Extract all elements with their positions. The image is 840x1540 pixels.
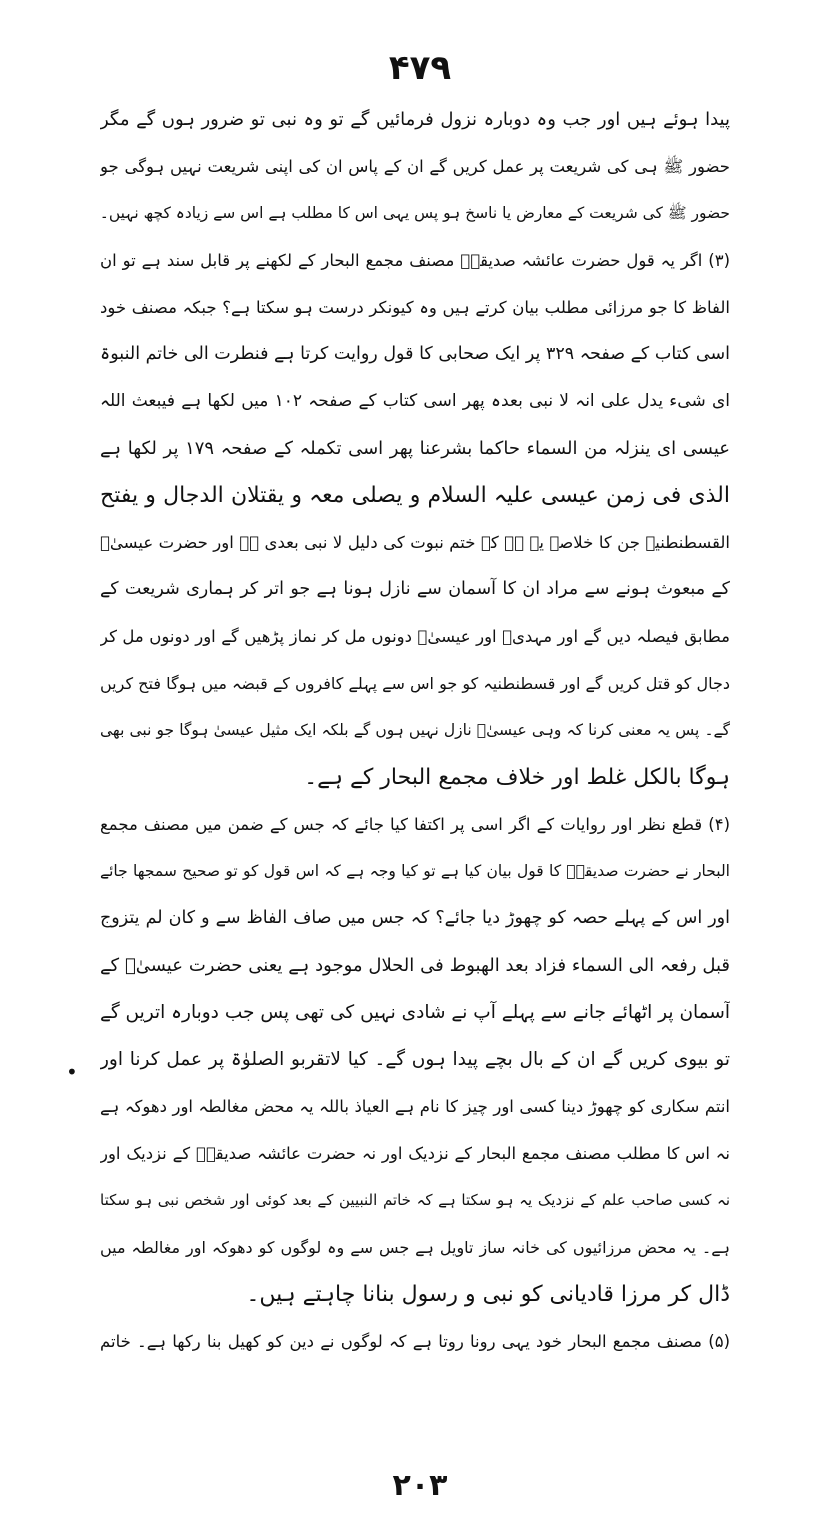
text-line: عیسی ای ینزلہ من السماء حاکما بشرعنا پھر اسی تکملہ کے صفحہ ۱۷۹ پر لکھا ہے — [100, 438, 730, 459]
text-line: القسطنطنیہ جن کا خلاصہ یہ ہے کہ ختم نبوت کی دلیل لا نبی بعدی ہے اور حضرت عیسیٰؑ — [100, 533, 730, 552]
text-line: حضور ﷺ کی شریعت کے معارض یا ناسخ ہو پس یہی اس کا مطلب ہے اس سے زیادہ کچھ نہیں۔ — [100, 204, 730, 222]
text-line: قبل رفعہ الی السماء فزاد بعد الھبوط فی الحلال موجود ہے یعنی حضرت عیسیٰؑ کے — [100, 955, 730, 976]
text-line: انتم سکاری کو چھوڑ دینا کسی اور چیز کا نام ہے العیاذ باللہ یہ محض مغالطہ اور دھوکہ ہے — [100, 1097, 730, 1116]
text-line: دجال کو قتل کریں گے اور قسطنطنیہ کو جو اس سے پہلے کافروں کے قبضہ میں ہوگا فتح کریں — [100, 674, 730, 693]
body-text — [100, 96, 730, 1365]
text-line: نہ کسی صاحب علم کے نزدیک یہ ہو سکتا ہے کہ خاتم النبیین کے بعد کوئی اور شخص نبی ہو سکتا — [100, 1191, 730, 1209]
text-line: (۴) قطع نظر اور روایات کے اگر اسی پر اکتفا کیا جائے کہ جس کے ضمن میں مصنف مجمع — [100, 815, 730, 834]
page-number-bottom: ۲۰۳ — [392, 1468, 448, 1503]
text-line: الفاظ کا جو مرزائی مطلب بیان کرتے ہیں وہ کیونکر درست ہو سکتا ہے؟ جبکہ مصنف خود — [100, 298, 730, 317]
text-line: تو بیوی کریں گے ان کے بال بچے پیدا ہوں گے۔ کیا لاتقربو الصلوٰۃ پر عمل کرنا اور — [100, 1049, 730, 1070]
text-line: ای شیء یدل علی انہ لا نبی بعدہ پھر اسی کتاب کے صفحہ ۱۰۲ میں لکھا ہے فیبعث اللہ — [100, 391, 730, 411]
text-line: (۳) اگر یہ قول حضرت عائشہ صدیقہؓ مصنف مجمع البحار کے لکھنے پر قابل سند ہے تو ان — [100, 251, 730, 270]
text-line: الذی فی زمن عیسی علیہ السلام و یصلی معہ و یقتلان الدجال و یفتح — [100, 483, 730, 508]
text-line: ڈال کر مرزا قادیانی کو نبی و رسول بنانا چاہتے ہیں۔ — [246, 1282, 730, 1307]
text-line: ہے۔ یہ محض مرزائیوں کی خانہ ساز تاویل ہے جس سے وہ لوگوں کو دھوکہ اور مغالطہ میں — [100, 1238, 730, 1257]
text-line: گے۔ پس یہ معنی کرنا کہ وہی عیسیٰؑ نازل نہیں ہوں گے بلکہ ایک مثیل عیسیٰ ہوگا جو نبی بھی — [100, 721, 730, 739]
margin-mark: • — [66, 1060, 78, 1084]
text-line: اسی کتاب کے صفحہ ۳۲۹ پر ایک صحابی کا قول روایت کرتا ہے فنطرت الی خاتم النبوۃ — [100, 344, 730, 364]
text-line: پیدا ہوئے ہیں اور جب وہ دوبارہ نزول فرمائیں گے تو وہ نبی تو ضرور ہوں گے مگر — [100, 109, 730, 130]
text-line: کے مبعوث ہونے سے مراد ان کا آسمان سے نازل ہونا ہے جو اتر کر ہماری شریعت کے — [100, 579, 730, 599]
text-line: مطابق فیصلہ دیں گے اور مہدیؑ اور عیسیٰؑ دونوں مل کر نماز پڑھیں گے اور دونوں مل کر — [100, 627, 730, 646]
page-number-top: ۴۷۹ — [388, 48, 452, 88]
text-line: اور اس کے پہلے حصہ کو چھوڑ دیا جائے؟ کہ جس میں صاف الفاظ سے و کان لم یتزوج — [100, 908, 730, 928]
text-line: ہوگا بالکل غلط اور خلاف مجمع البحار کے ہے۔ — [304, 765, 730, 790]
text-line: آسمان پر اٹھائے جانے سے پہلے آپ نے شادی نہیں کی تھی پس جب دوبارہ اتریں گے — [100, 1002, 730, 1023]
text-line: حضور ﷺ ہی کی شریعت پر عمل کریں گے ان کے پاس ان کی اپنی شریعت نہیں ہوگی جو — [100, 157, 730, 176]
text-line: البحار نے حضرت صدیقہؓ کا قول بیان کیا ہے تو کیا وجہ ہے کہ اس قول کو تو صحیح سمجھا جائے — [100, 862, 730, 880]
text-line: (۵) مصنف مجمع البحار خود یہی رونا روتا ہے کہ لوگوں نے دین کو کھیل بنا رکھا ہے۔ خاتم — [100, 1332, 730, 1351]
text-line: نہ اس کا مطلب مصنف مجمع البحار کے نزدیک اور نہ حضرت عائشہ صدیقہؓ کے نزدیک اور — [100, 1144, 730, 1163]
